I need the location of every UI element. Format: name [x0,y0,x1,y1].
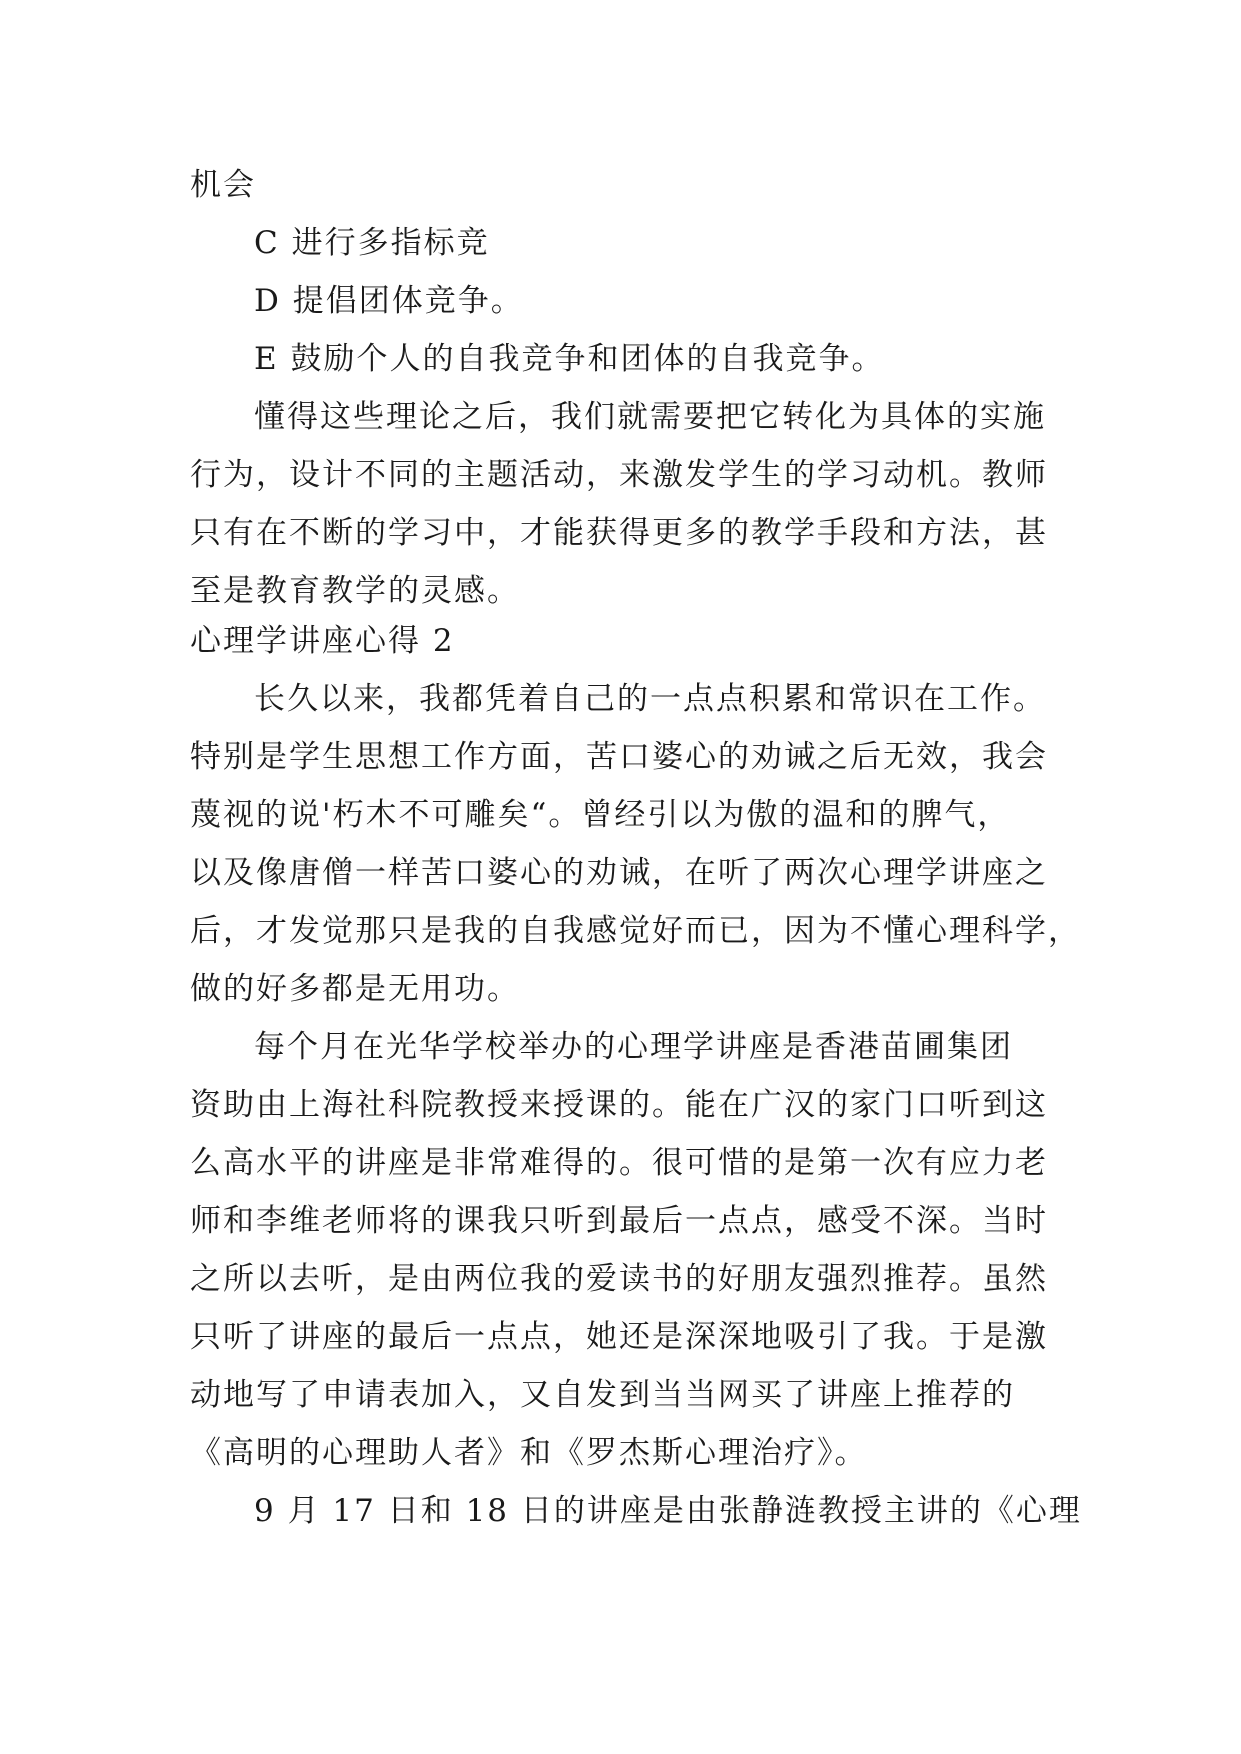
paragraph-line: 9 月 17 日和 18 日的讲座是由张静涟教授主讲的《心理 [254,1493,1082,1529]
paragraph-line: 动地写了申请表加入，又自发到当当网买了讲座上推荐的 [190,1377,1015,1413]
paragraph-line: 师和李维老师将的课我只听到最后一点点，感受不深。当时 [190,1203,1048,1239]
paragraph-line: 长久以来，我都凭着自己的一点点积累和常识在工作。 [254,681,1046,717]
paragraph-line: 资助由上海社科院教授来授课的。能在广汉的家门口听到这 [190,1087,1048,1123]
paragraph-line: 之所以去听，是由两位我的爱读书的好朋友强烈推荐。虽然 [190,1261,1048,1297]
paragraph-line: 至是教育教学的灵感。 [190,573,520,609]
paragraph-line: 以及像唐僧一样苦口婆心的劝诫，在听了两次心理学讲座之 [190,855,1048,891]
paragraph-line: 《高明的心理助人者》和《罗杰斯心理治疗》。 [190,1435,868,1471]
section-heading: 心理学讲座心得 2 [190,623,455,659]
paragraph-line: 做的好多都是无用功。 [190,971,520,1007]
paragraph-line: 后，才发觉那只是我的自我感觉好而已，因为不懂心理科学， [190,913,1081,949]
paragraph-line: 么高水平的讲座是非常难得的。很可惜的是第一次有应力老 [190,1145,1048,1181]
paragraph-line: 懂得这些理论之后，我们就需要把它转化为具体的实施 [254,399,1046,435]
list-item-e: E 鼓励个人的自我竞争和团体的自我竞争。 [254,341,885,377]
paragraph-line: 特别是学生思想工作方面，苦口婆心的劝诫之后无效，我会 [190,739,1048,775]
list-item-d: D 提倡团体竞争。 [254,283,524,319]
paragraph-line: 每个月在光华学校举办的心理学讲座是香港苗圃集团 [254,1029,1013,1065]
paragraph-line: 只有在不断的学习中，才能获得更多的教学手段和方法，甚 [190,515,1048,551]
list-item-c: C 进行多指标竞 [254,225,490,261]
text-line-continuation: 机会 [190,167,256,203]
paragraph-line: 蔑视的说'朽木不可雕矣“。曾经引以为傲的温和的脾气， [190,797,1011,833]
paragraph-line: 行为，设计不同的主题活动，来激发学生的学习动机。教师 [190,457,1048,493]
paragraph-line: 只听了讲座的最后一点点，她还是深深地吸引了我。于是激 [190,1319,1048,1355]
